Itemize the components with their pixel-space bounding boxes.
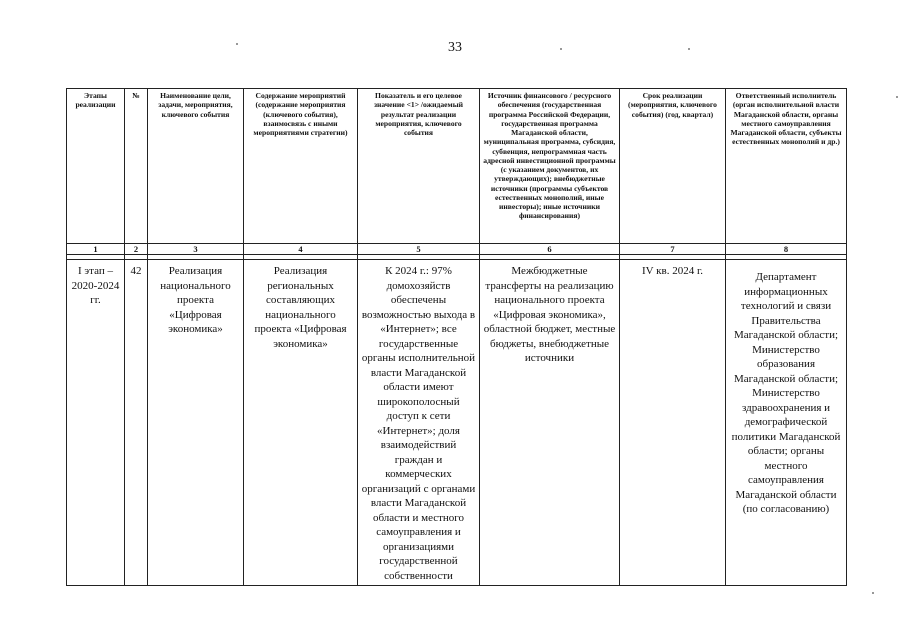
header-number: № <box>125 89 148 244</box>
header-content: Содержание мероприятий (содержание мероприятия (ключевого события), взаимосвязь с иными мероприятиями стратегии) <box>244 89 358 244</box>
scan-speck <box>896 96 898 98</box>
header-executor: Ответственный исполнитель (орган исполнительной власти Магаданской области, органы местного самоуправления Магаданской области, субъекты естественных монополий и др.) <box>726 89 847 244</box>
cell-deadline: IV кв. 2024 г. <box>620 260 726 586</box>
column-numbers-row <box>67 244 847 255</box>
cell-executor: Департамент информационных технологий и связи Правительства Магаданской области; Министерство образования Магаданской области; Министерство здравоохранения и демографической политики Магаданской области; органы местного самоуправления Магаданской области (по согласованию) <box>726 260 847 586</box>
column-number: 5 <box>358 244 480 255</box>
header-deadline: Срок реализации (мероприятия, ключевого события) (год, квартал) <box>620 89 726 244</box>
header-indicator: Показатель и его целевое значение <1> /ожидаемый результат реализации мероприятия, ключевого события <box>358 89 480 244</box>
page-number: 33 <box>448 40 462 55</box>
cell-source: Межбюджетные трансферты на реализацию национального проекта «Цифровая экономика», областной бюджет, местные бюджеты, внебюджетные источники <box>480 260 620 586</box>
column-number: 3 <box>148 244 244 255</box>
column-number: 4 <box>244 244 358 255</box>
column-number: 8 <box>726 244 847 255</box>
scan-speck <box>560 48 562 50</box>
cell-name: Реализация национального проекта «Цифровая экономика» <box>148 260 244 586</box>
scan-speck <box>688 48 690 50</box>
header-source: Источник финансового / ресурсного обеспечения (государственная программа Российской Федерации, государственная программа Магаданской области, муниципальная программа, субсидия, субвенция, непрограммная часть адресной инвестиционной программы (с указанием документов, их утверждающих); внебюджетные источники (программы субъектов естественных монополий, иные инвесторы); иные источники финансирования) <box>480 89 620 244</box>
column-number: 1 <box>67 244 125 255</box>
cell-stage: I этап – 2020-2024 гг. <box>67 260 125 586</box>
cell-number: 42 <box>125 260 148 586</box>
column-number: 6 <box>480 244 620 255</box>
header-row <box>67 89 847 244</box>
cell-content: Реализация региональных составляющих национального проекта «Цифровая экономика» <box>244 260 358 586</box>
column-number: 7 <box>620 244 726 255</box>
header-stage: Этапы реализации <box>67 89 125 244</box>
table-row <box>67 260 847 586</box>
strategy-table <box>66 88 847 586</box>
cell-indicator: К 2024 г.: 97% домохозяйств обеспечены возможностью выхода в «Интернет»; все государственные органы исполнительной власти Магаданской области имеют широкополосный доступ к сети «Интернет»; доля взаимодействий граждан и коммерческих организаций с органами власти Магаданской области и местного самоуправления и организациями государственной собственности <box>358 260 480 586</box>
scan-speck <box>872 592 874 594</box>
header-name: Наименование цели, задачи, мероприятия, ключевого события <box>148 89 244 244</box>
scan-speck <box>236 43 238 45</box>
column-number: 2 <box>125 244 148 255</box>
